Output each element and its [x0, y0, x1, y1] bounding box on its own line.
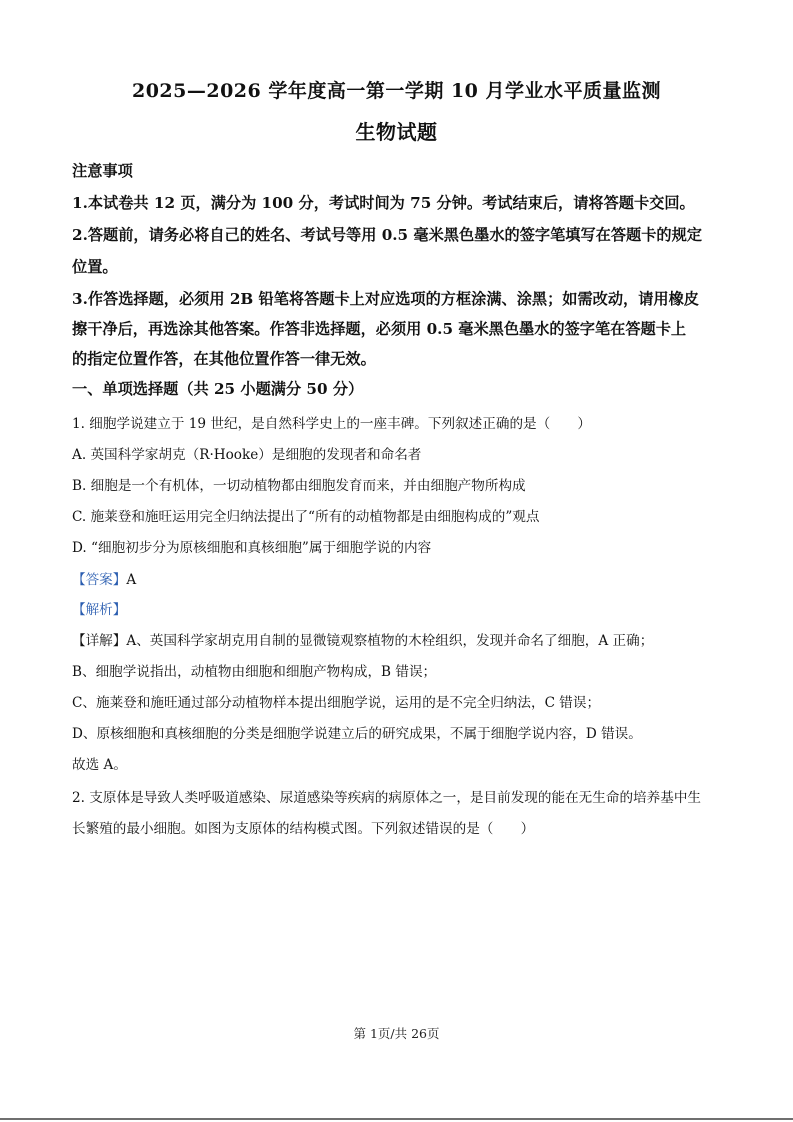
detail-a-text: A、英国科学家胡克用自制的显微镜观察植物的木栓组织，发现并命名了细胞，A 正确；: [126, 633, 654, 649]
section-heading: 一、单项选择题（共 25 小题满分 50 分）: [72, 380, 364, 398]
detail-tag: 【详解】: [72, 633, 127, 649]
question-1-conclusion: 故选 A。: [72, 757, 127, 773]
question-2-stem-line-1: 2. 支原体是导致人类呼吸道感染、尿道感染等疾病的病原体之一，是目前发现的能在无生命的培养基中生: [72, 790, 702, 806]
exam-subject: 生物试题: [355, 120, 438, 144]
notice-line-2b: 位置。: [72, 258, 118, 276]
question-1-option-d: D. “细胞初步分为原核细胞和真核细胞”属于细胞学说的内容: [72, 540, 432, 556]
question-1-option-b: B. 细胞是一个有机体，一切动植物都由细胞发育而来，并由细胞产物所构成: [72, 478, 526, 494]
question-1-detail-c: C、施莱登和施旺通过部分动植物样本提出细胞学说，运用的是不完全归纳法，C 错误；: [72, 695, 601, 711]
page-number: 第 1页/共 26页: [353, 1026, 440, 1041]
notice-line-1: 1.本试卷共 12 页，满分为 100 分，考试时间为 75 分钟。考试结束后，请将答题卡交回。: [72, 194, 695, 212]
question-1-detail-b: B、细胞学说指出，动植物由细胞和细胞产物构成，B 错误；: [72, 664, 437, 680]
exam-title: 2025—2026 学年度高一第一学期 10 月学业水平质量监测: [131, 80, 662, 102]
notice-line-2: 2.答题前，请务必将自己的姓名、考试号等用 0.5 毫米黑色墨水的签字笔填写在答题卡的规定: [72, 226, 702, 244]
bottom-divider: [0, 1118, 793, 1120]
analysis-tag: 【解析】: [72, 602, 127, 618]
question-2-stem-line-2: 长繁殖的最小细胞。如图为支原体的结构模式图。下列叙述错误的是（ ）: [72, 821, 535, 837]
question-1-option-a: A. 英国科学家胡克（R·Hooke）是细胞的发现者和命名者: [72, 447, 422, 463]
answer-tag: 【答案】: [72, 572, 127, 588]
question-1-detail-a: [72, 629, 732, 649]
answer-value: A: [126, 572, 137, 588]
question-1-stem: 1. 细胞学说建立于 19 世纪，是自然科学史上的一座丰碑。下列叙述正确的是（ ）: [72, 416, 592, 432]
notice-line-3: 3.作答选择题，必须用 2B 铅笔将答题卡上对应选项的方框涂满、涂黑；如需改动，请用橡皮: [72, 290, 699, 308]
notice-line-3c: 的指定位置作答，在其他位置作答一律无效。: [72, 350, 376, 368]
question-1-answer: [72, 568, 732, 588]
question-1-detail-d: D、原核细胞和真核细胞的分类是细胞学说建立后的研究成果，不属于细胞学说内容，D 错误。: [72, 726, 642, 742]
question-1-analysis: [72, 598, 732, 618]
notice-line-3b: 擦干净后，再选涂其他答案。作答非选择题，必须用 0.5 毫米黑色墨水的签字笔在答题卡上: [72, 320, 687, 338]
question-1-option-c: C. 施莱登和施旺运用完全归纳法提出了“所有的动植物都是由细胞构成的”观点: [72, 509, 540, 525]
notice-heading: 注意事项: [72, 162, 133, 180]
